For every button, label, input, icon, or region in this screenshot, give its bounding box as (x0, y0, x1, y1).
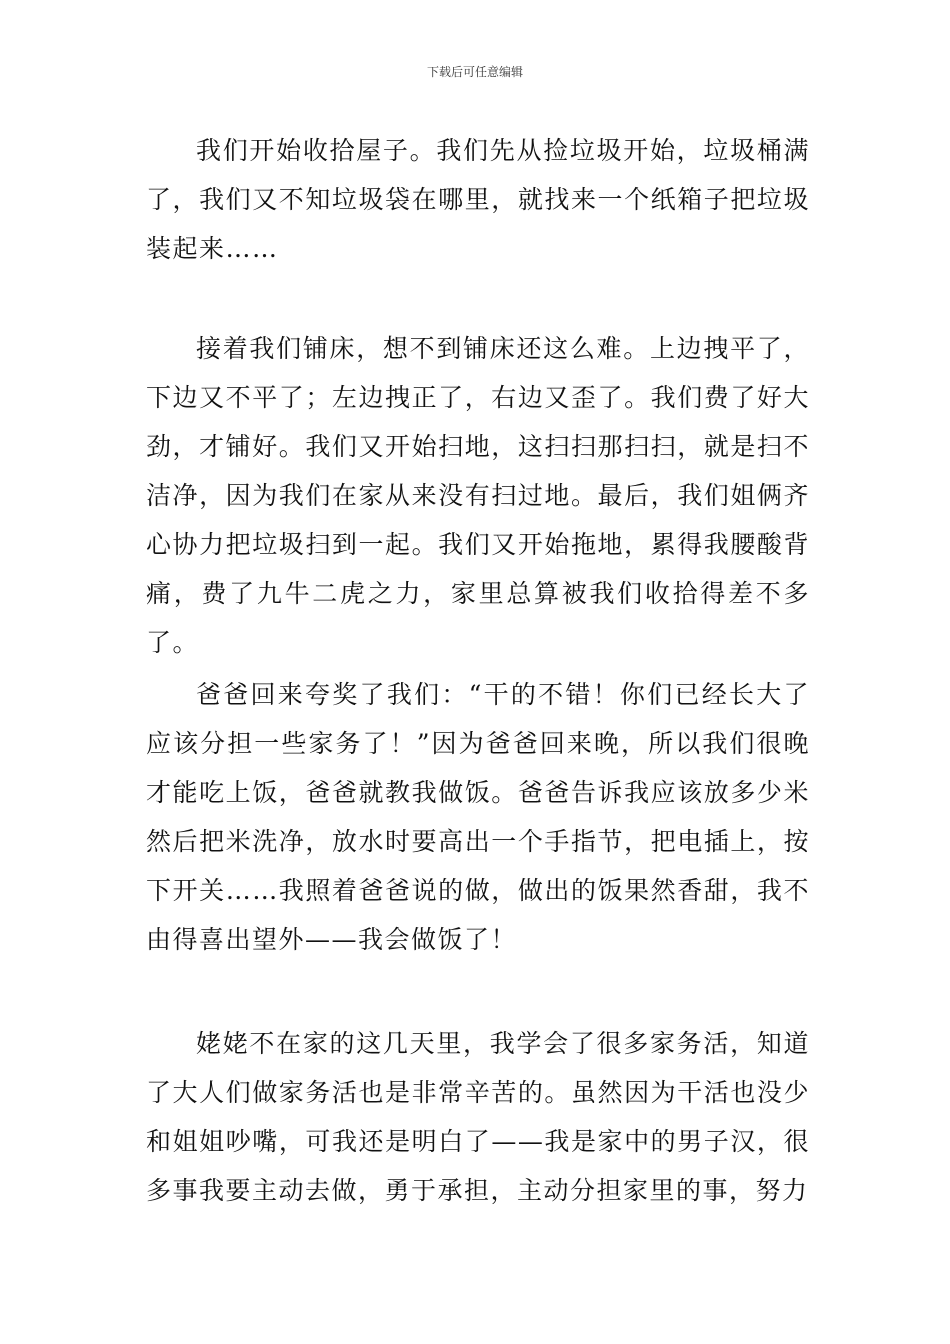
page-header: 下载后可任意编辑 (426, 65, 523, 79)
paragraph-4: 姥姥不在家的这几天里，我学会了很多家务活，知道了大人们做家务活也是非常辛苦的。虽然因为干活也没少和姐姐吵嘴，可我还是明白了——我是家中的男子汉，很多事我要主动去做，勇于承担，主动分担家里的事，努力 (146, 1029, 810, 1205)
paragraph-1: 我们开始收拾屋子。我们先从捡垃圾开始，垃圾桶满了，我们又不知垃圾袋在哪里，就找来一个纸箱子把垃圾装起来…… (146, 136, 810, 263)
paragraph-2: 接着我们铺床，想不到铺床还这么难。上边拽平了，下边又不平了；左边拽正了，右边又歪了。我们费了好大劲，才铺好。我们又开始扫地，这扫扫那扫扫，就是扫不洁净，因为我们在家从来没有扫过地。最后，我们姐俩齐心协力把垃圾扫到一起。我们又开始拖地，累得我腰酸背痛，费了九牛二虎之力，家里总算被我们收拾得差不多了。 (146, 334, 810, 657)
paragraph-3: 爸爸回来夸奖了我们：“干的不错！你们已经长大了应该分担一些家务了！”因为爸爸回来晚，所以我们很晚才能吃上饭，爸爸就教我做饭。爸爸告诉我应该放多少米然后把米洗净，放水时要高出一个手指节，把电插上，按下开关……我照着爸爸说的做，做出的饭果然香甜，我不由得喜出望外——我会做饭了！ (146, 680, 810, 954)
